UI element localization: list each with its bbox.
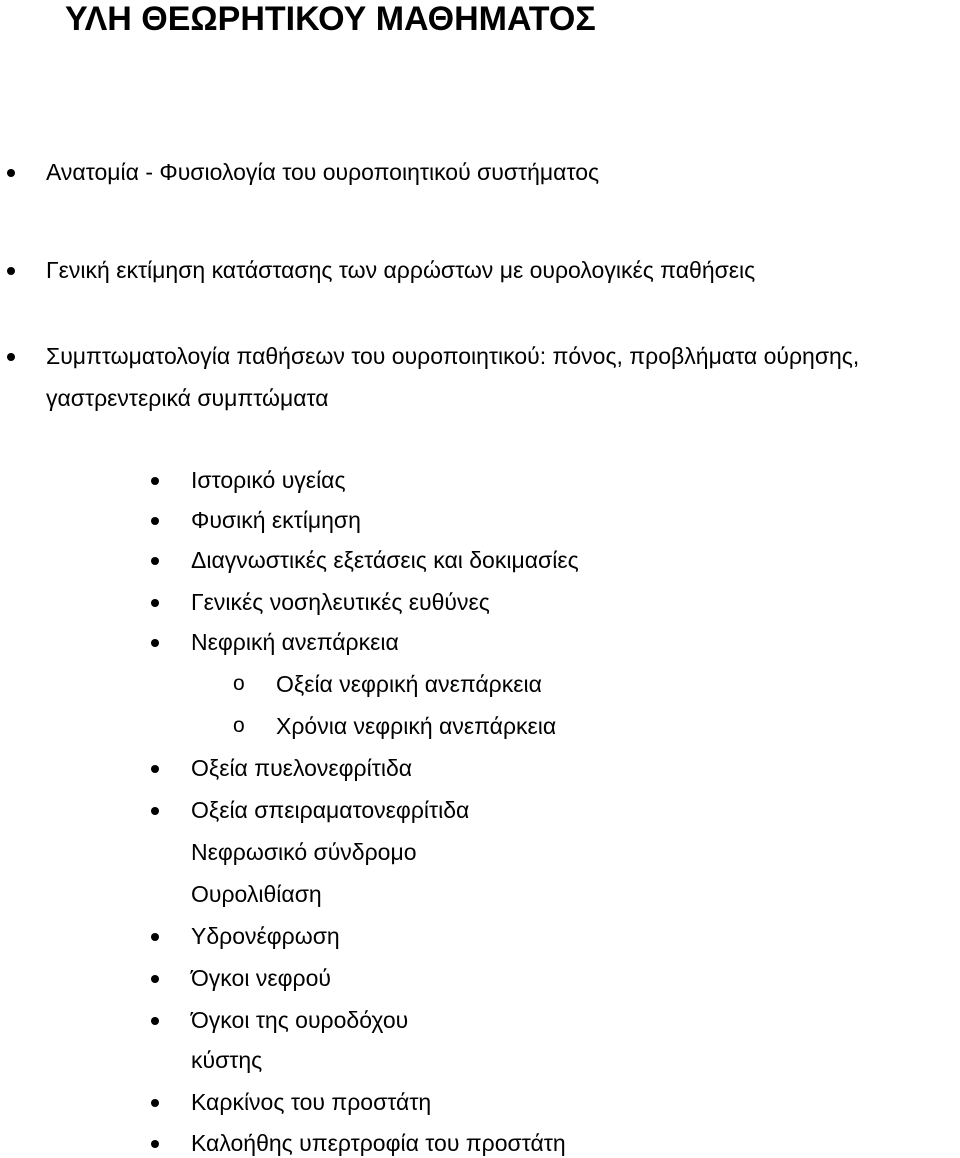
sub-sub-list-item: o Οξεία νεφρική ανεπάρκεια xyxy=(233,671,542,697)
list-item: Ανατομία - Φυσιολογία του ουροποιητικού συστήματος xyxy=(46,158,599,186)
sub-list-item: Καρκίνος του προστάτη xyxy=(191,1088,431,1116)
sub-list-item: Όγκοι νεφρού xyxy=(191,964,331,992)
bullet-icon xyxy=(151,517,159,525)
bullet-icon xyxy=(151,933,159,941)
sub-list-item: Νεφρική ανεπάρκεια xyxy=(191,628,399,656)
sub-list-item-no-bullet: Νεφρωσικό σύνδρομο xyxy=(191,839,417,865)
sub-sub-list-item: o Χρόνια νεφρική ανεπάρκεια xyxy=(233,713,557,739)
list-item: Συμπτωματολογία παθήσεων του ουροποιητικού: πόνος, προβλήματα ούρησης, xyxy=(46,342,859,370)
sub-list-item: Οξεία σπειραματονεφρίτιδα xyxy=(191,796,469,824)
sub-list-item: Ιστορικό υγείας xyxy=(191,466,346,494)
sub-list-item-no-bullet: Ουρολιθίαση xyxy=(191,881,322,907)
bullet-icon xyxy=(151,599,159,607)
sub-list-item: Οξεία πυελονεφρίτιδα xyxy=(191,754,412,782)
bullet-icon xyxy=(151,477,159,485)
sub-list-item-continuation: κύστης xyxy=(191,1047,263,1073)
bullet-icon xyxy=(7,169,15,177)
sub-list-item: Διαγνωστικές εξετάσεις και δοκιμασίες xyxy=(191,546,579,574)
bullet-icon xyxy=(151,975,159,983)
bullet-icon xyxy=(151,1017,159,1025)
sub-list-item: Φυσική εκτίμηση xyxy=(191,506,361,534)
circle-bullet-icon: o xyxy=(233,672,245,695)
document-title: ΥΛΗ ΘΕΩΡΗΤΙΚΟΥ ΜΑΘΗΜΑΤΟΣ xyxy=(65,0,596,38)
bullet-icon xyxy=(7,267,15,275)
bullet-icon xyxy=(151,639,159,647)
bullet-icon xyxy=(151,1140,159,1148)
bullet-icon xyxy=(151,1099,159,1107)
sub-list-item: Γενικές νοσηλευτικές ευθύνες xyxy=(191,588,490,616)
bullet-icon xyxy=(151,765,159,773)
sub-list-item: Καλοήθης υπερτροφία του προστάτη xyxy=(191,1129,566,1157)
bullet-icon xyxy=(151,557,159,565)
bullet-icon xyxy=(151,807,159,815)
sub-list-item: Όγκοι της ουροδόχου xyxy=(191,1006,408,1034)
list-item-continuation: γαστρεντερικά συμπτώματα xyxy=(46,385,329,411)
bullet-icon xyxy=(7,353,15,361)
sub-list-item: Υδρονέφρωση xyxy=(191,922,340,950)
list-item: Γενική εκτίμηση κατάστασης των αρρώστων με ουρολογικές παθήσεις xyxy=(46,256,755,284)
circle-bullet-icon: o xyxy=(233,714,245,737)
